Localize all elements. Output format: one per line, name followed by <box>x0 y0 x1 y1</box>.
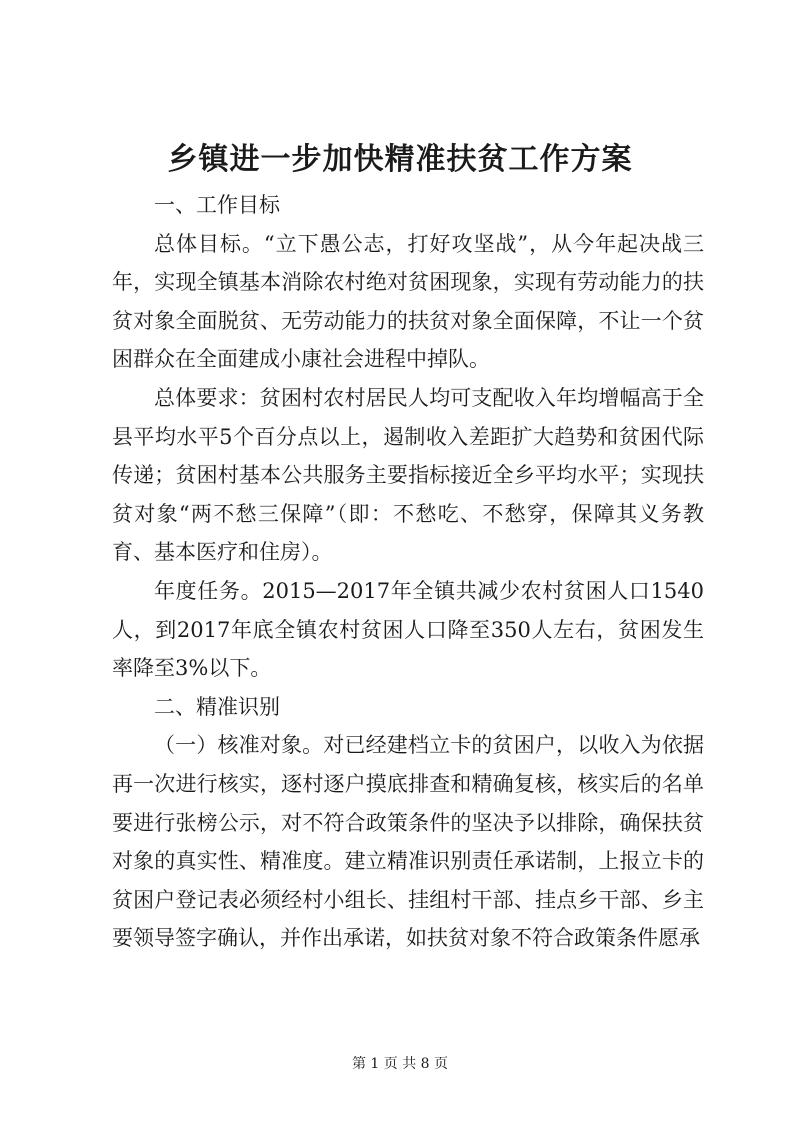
paragraph-verify-targets: （一）核准对象。对已经建档立卡的贫困户，以收入为依据再一次进行核实，逐村逐户摸底排查和精确复核，核实后的名单要进行张榜公示，对不符合政策条件的坚决予以排除，确保扶贫对象的真实性、精准度。建立精准识别责任承诺制，上报立卡的贫困户登记表必须经村小组长、挂组村干部、挂点乡干部、乡主要领导签字确认，并作出承诺，如扶贫对象不符合政策条件愿承 <box>112 733 704 951</box>
page-footer: 第 1 页 共 8 页 <box>351 1056 449 1072</box>
section-heading-goals: 一、工作目标 <box>154 193 280 217</box>
paragraph-overall-requirements: 总体要求：贫困村农村居民人均可支配收入年均增幅高于全县平均水平5个百分点以上，遏制收入差距扩大趋势和贫困代际传递；贫困村基本公共服务主要指标接近全乡平均水平；实现扶贫对象“两不愁三保障”（即：不愁吃、不愁穿，保障其义务教育、基本医疗和住房）。 <box>112 385 704 565</box>
document-body <box>112 186 704 958</box>
document-title: 乡镇进一步加快精准扶贫工作方案 <box>167 142 633 177</box>
section-heading-identification: 二、精准识别 <box>154 694 280 719</box>
paragraph-overall-goal: 总体目标。“立下愚公志，打好攻坚战”，从今年起决战三年，实现全镇基本消除农村绝对贫困现象，实现有劳动能力的扶贫对象全面脱贫、无劳动能力的扶贫对象全面保障，不让一个贫困群众在全面建成小康社会进程中掉队。 <box>112 231 704 372</box>
paragraph-annual-task: 年度任务。2015—2017年全镇共减少农村贫困人口1540人，到2017年底全镇农村贫困人口降至350人左右，贫困发生率降至3%以下。 <box>112 578 704 681</box>
